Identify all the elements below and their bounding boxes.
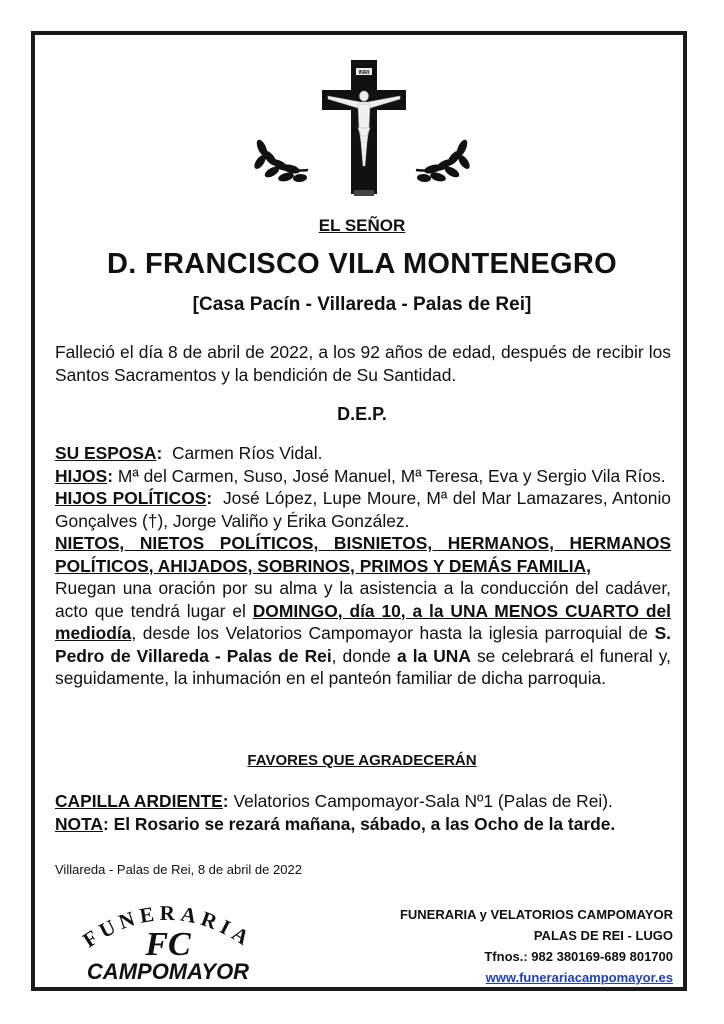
- spouse-name: Carmen Ríos Vidal.: [171, 443, 323, 463]
- capilla-location: Velatorios Campomayor-Sala Nº1 (Palas de Rei).: [233, 791, 613, 811]
- dep-heading: D.E.P.: [337, 404, 387, 424]
- ceremony-church: S. Pedro de Villareda - Palas de Rei: [55, 623, 671, 666]
- children-line: HIJOS: Mª del Carmen, Suso, José Manuel, Mª Teresa, Eva y Sergio Vila Ríos.: [55, 465, 666, 486]
- in-laws-label: HIJOS POLÍTICOS: [55, 488, 207, 508]
- logo-top-text: FUNERARIA: [78, 900, 258, 953]
- in-laws-names: José López, Lupe Moure, Mª del Mar Lamazares, Antonio Gonçalves (†), Jorge Valiño y Érika González.: [55, 488, 671, 531]
- right-laurel-icon: [416, 138, 472, 183]
- death-announcement: Falleció el día 8 de abril de 2022, a los 92 años de edad, después de recibir los Santos Sacramentos y la bendición de Su Santidad.: [55, 342, 671, 385]
- contact-block: [400, 904, 673, 988]
- capilla-label: CAPILLA ARDIENTE: [55, 791, 223, 811]
- logo-bottom-text: CAMPOMAYOR: [86, 959, 250, 984]
- ceremony-text-2: , desde los Velatorios Campomayor hasta la iglesia parroquial de: [131, 623, 655, 643]
- deceased-name: D. FRANCISCO VILA MONTENEGRO: [107, 248, 617, 280]
- ceremony-text-1: Ruegan una oración por su alma y la asistencia a la conducción del cadáver, acto que tendrá lugar el: [55, 578, 671, 621]
- website-link[interactable]: www.funerariacampomayor.es: [485, 970, 673, 985]
- children-names: Mª del Carmen, Suso, José Manuel, Mª Teresa, Eva y Sergio Vila Ríos.: [117, 465, 666, 486]
- cross-icon: [322, 60, 406, 196]
- spouse-line: SU ESPOSA: Carmen Ríos Vidal.: [55, 443, 323, 463]
- nota-line: NOTA: El Rosario se rezará mañana, sábado, a las Ocho de la tarde.: [55, 813, 616, 834]
- company-name: FUNERARIA y VELATORIOS CAMPOMAYOR: [399, 907, 673, 922]
- funeraria-logo: [58, 893, 278, 985]
- ceremony-time: DOMINGO, día 10, a la UNA MENOS CUARTO del mediodía: [55, 600, 672, 643]
- nota-label: NOTA: [55, 813, 103, 834]
- logo-monogram: FC: [145, 926, 191, 963]
- place-date: Villareda - Palas de Rei, 8 de abril de 2022: [55, 862, 302, 877]
- ceremony-text-3: , donde: [331, 645, 397, 666]
- left-laurel-icon: [252, 138, 308, 183]
- company-city: PALAS DE REI - LUGO: [533, 928, 673, 943]
- favores-heading: FAVORES QUE AGRADECERÁN: [247, 752, 477, 769]
- in-laws-line: HIJOS POLÍTICOS: José López, Lupe Moure, Mª del Mar Lamazares, Antonio Gonçalves (†), Jorge Valiño y Érika González.: [55, 488, 671, 531]
- extended-family: NIETOS, NIETOS POLÍTICOS, BISNIETOS, HERMANOS, HERMANOS POLÍTICOS, AHIJADOS, SOBRINOS, PRIMOS Y DEMÁS FAMILIA,: [55, 533, 671, 576]
- cross-inscription: INRI: [358, 70, 370, 76]
- children-label: HIJOS: [55, 465, 108, 486]
- ceremony-details: [55, 577, 671, 690]
- ceremony-text-4: se celebrará el funeral y, seguidamente, la inhumación en el panteón familiar de dicha parroquia.: [55, 645, 671, 688]
- wake-info: [55, 790, 671, 835]
- funeral-hour: a la UNA: [396, 645, 471, 666]
- spouse-label: SU ESPOSA: [55, 443, 157, 463]
- capilla-line: CAPILLA ARDIENTE: Velatorios Campomayor-Sala Nº1 (Palas de Rei).: [55, 791, 613, 811]
- title-el-senor: EL SEÑOR: [318, 216, 406, 235]
- company-phones: Tfnos.: 982 380169-689 801700: [484, 949, 673, 964]
- family-section: [55, 442, 671, 690]
- nota-text: El Rosario se rezará mañana, sábado, a las Ocho de la tarde.: [113, 813, 616, 834]
- deceased-home: [Casa Pacín - Villareda - Palas de Rei]: [192, 294, 532, 315]
- crucifix-wreath-icon: [250, 58, 474, 198]
